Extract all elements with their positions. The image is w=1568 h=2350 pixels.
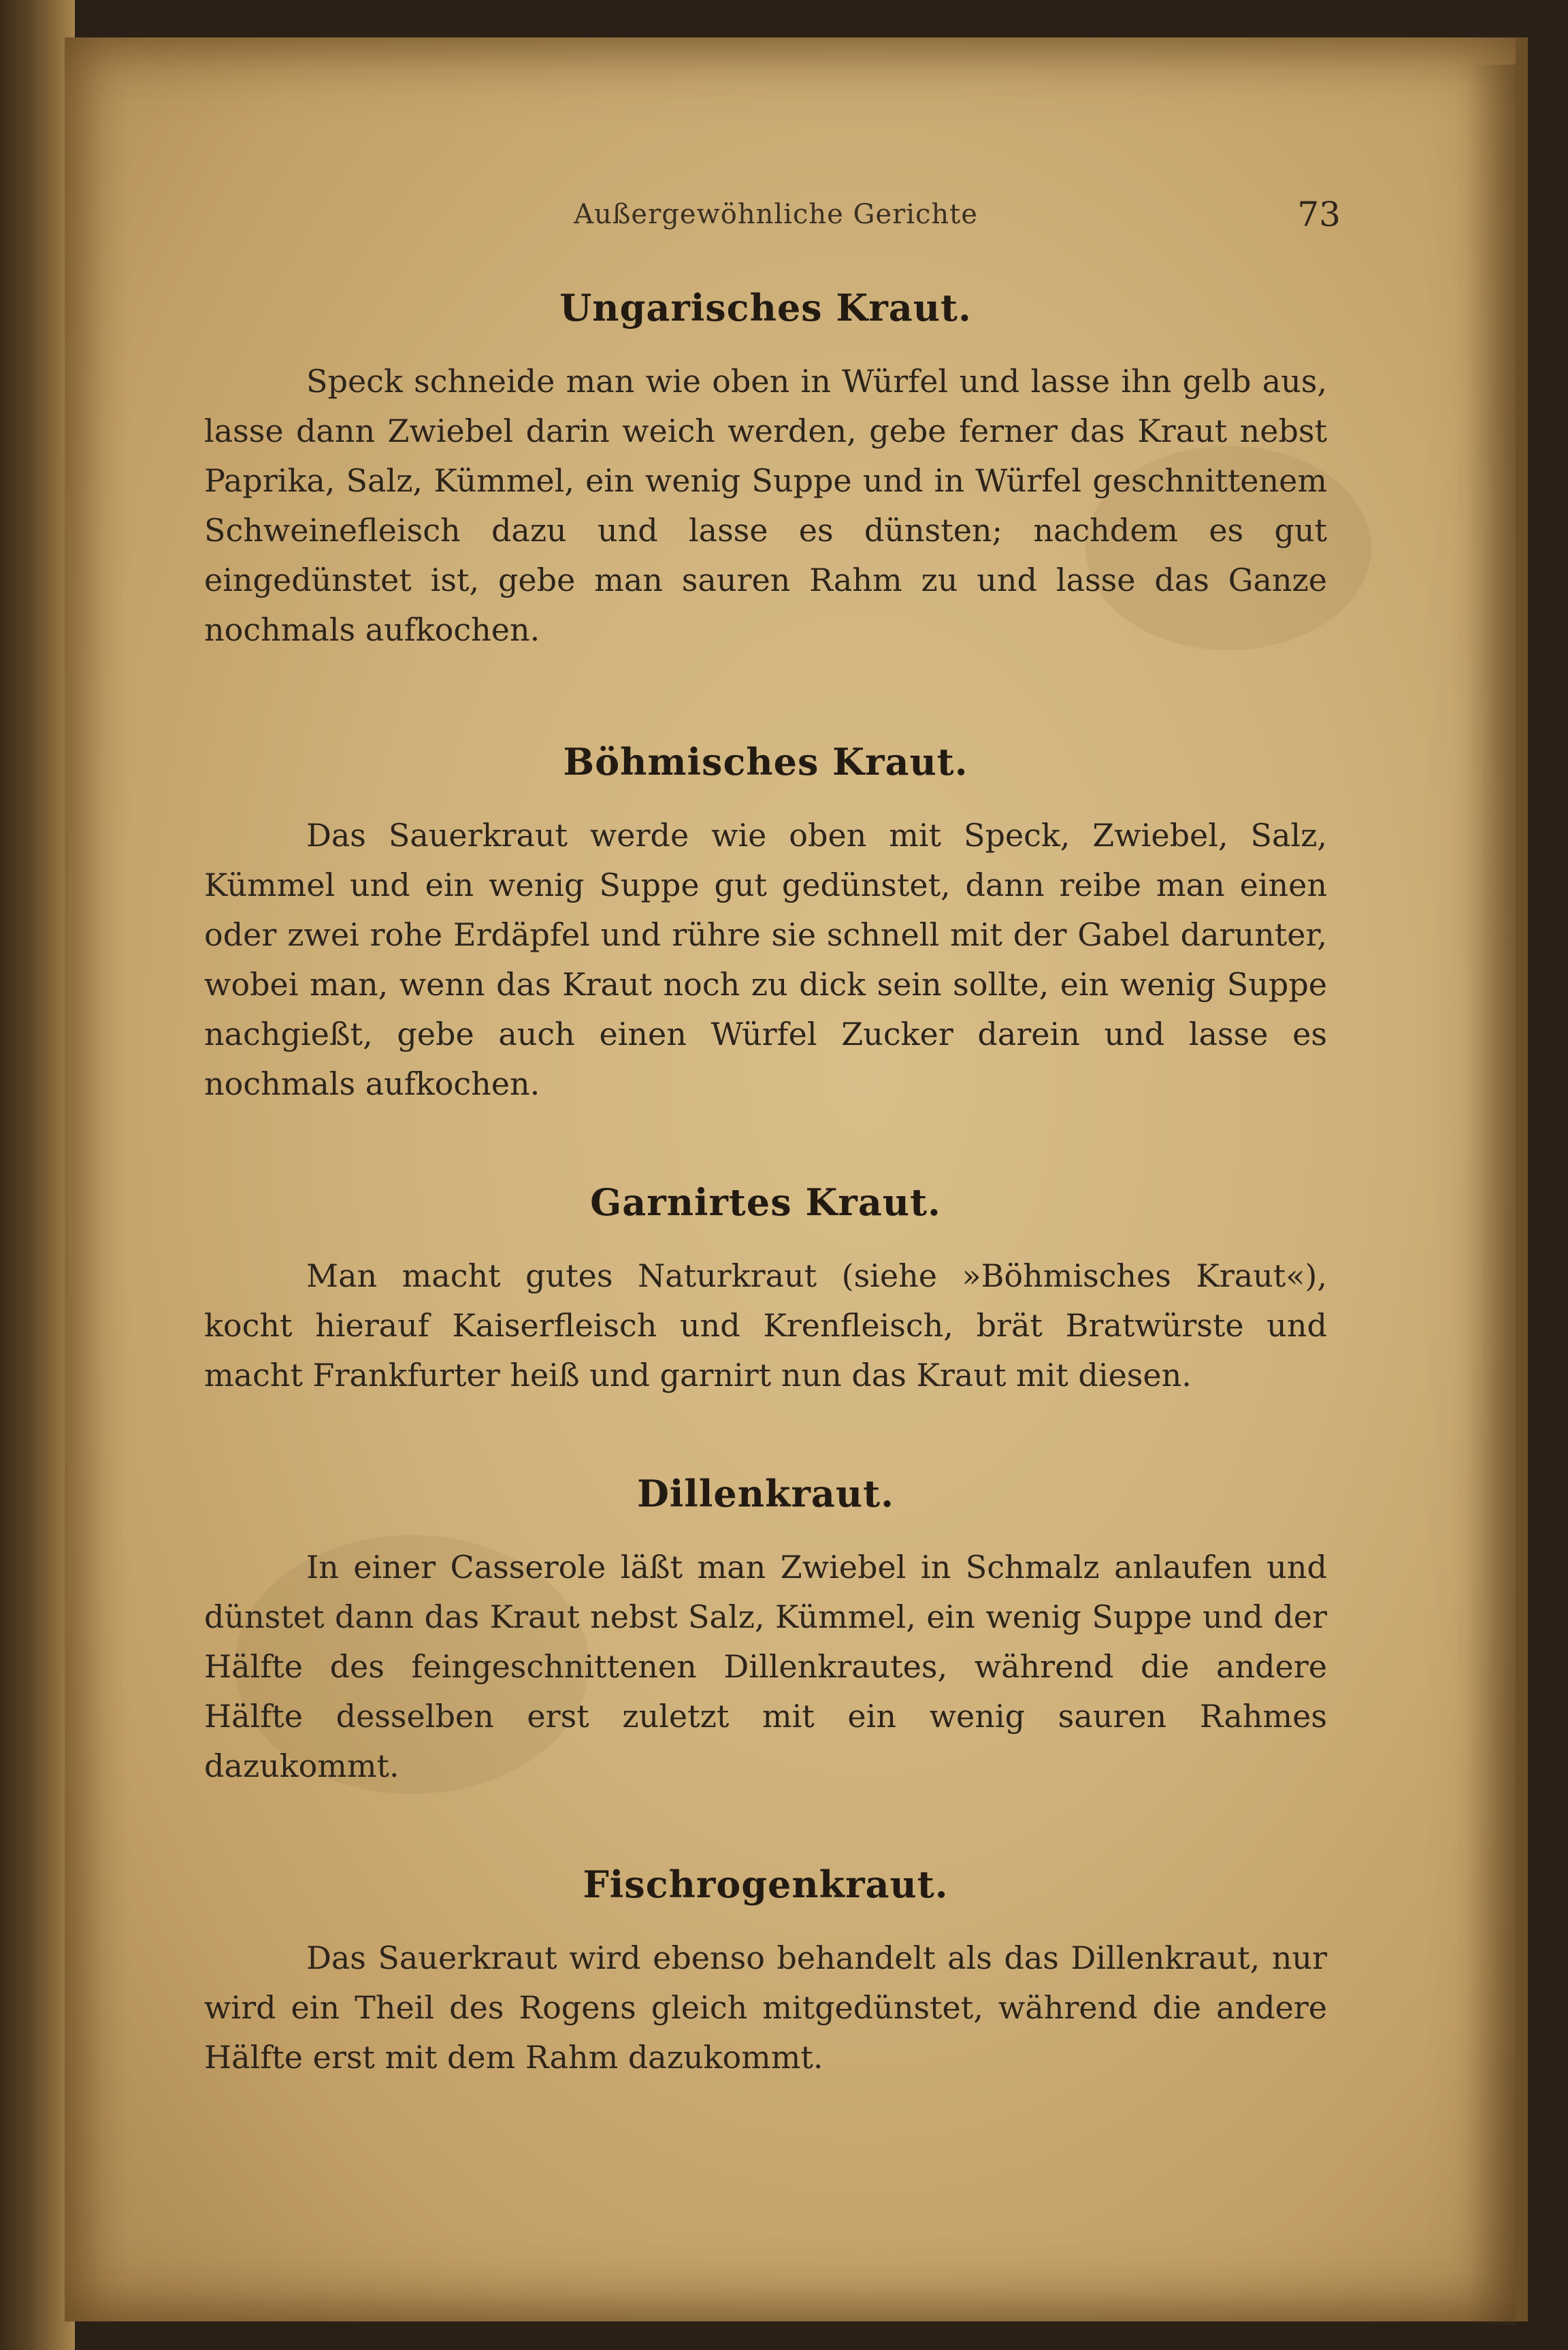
section-body: Das Sauerkraut wird ebenso behandelt als das Dillenkraut, nur wird ein Theil des Rogens gleich mitgedünstet, während die andere Hälfte erst mit dem Rahm dazukommt. (204, 1939, 1327, 2076)
book-spine (0, 0, 75, 2350)
page-content (204, 286, 1327, 2082)
page-number: 73 (1297, 195, 1341, 234)
recipe-section (204, 286, 1327, 655)
section-body: Das Sauerkraut werde wie oben mit Speck, Zwiebel, Salz, Kümmel und ein wenig Suppe gut gedünstet, dann reibe man einen oder zwei rohe Erdäpfel und rühre sie schnell mit der Gabel darunter, wobei man, wenn das Kraut noch zu dick sein sollte, ein wenig Suppe nachgießt, gebe auch einen Würfel Zucker darein und lasse es nochmals aufkochen. (204, 817, 1327, 1102)
section-title: Garnirtes Kraut. (590, 1180, 941, 1224)
recipe-section (204, 1863, 1327, 2082)
section-title: Dillenkraut. (637, 1472, 894, 1515)
page-edge-shadow (1468, 65, 1516, 2325)
recipe-section (204, 740, 1327, 1109)
section-body: In einer Casserole läßt man Zwiebel in Schmalz anlaufen und dünstet dann das Kraut nebst Salz, Kümmel, ein wenig Suppe und der Hälfte des feingeschnittenen Dillenkrautes, während die andere Hälfte desselben erst zuletzt mit ein wenig sauren Rahmes dazukommt. (204, 1549, 1327, 1784)
section-body: Speck schneide man wie oben in Würfel und lasse ihn gelb aus, lasse dann Zwiebel darin weich werden, gebe ferner das Kraut nebst Paprika, Salz, Kümmel, ein wenig Suppe und in Würfel geschnittenem Schweinefleisch dazu und lasse es dünsten; nachdem es gut eingedünstet ist, gebe man sauren Rahm zu und lasse das Ganze nochmals aufkochen. (204, 363, 1327, 648)
running-head (211, 195, 1341, 240)
section-body: Man macht gutes Naturkraut (siehe »Böhmisches Kraut«), kocht hierauf Kaiserfleisch und Krenfleisch, brät Bratwürste und macht Frankfurter heiß und garnirt nun das Kraut mit diesen. (204, 1257, 1327, 1394)
section-title: Fischrogenkraut. (583, 1863, 949, 1906)
section-title: Böhmisches Kraut. (563, 740, 968, 784)
recipe-section (204, 1472, 1327, 1791)
section-title: Ungarisches Kraut. (559, 286, 972, 329)
running-title: Außergewöhnliche Gerichte (574, 199, 978, 230)
recipe-section (204, 1180, 1327, 1400)
